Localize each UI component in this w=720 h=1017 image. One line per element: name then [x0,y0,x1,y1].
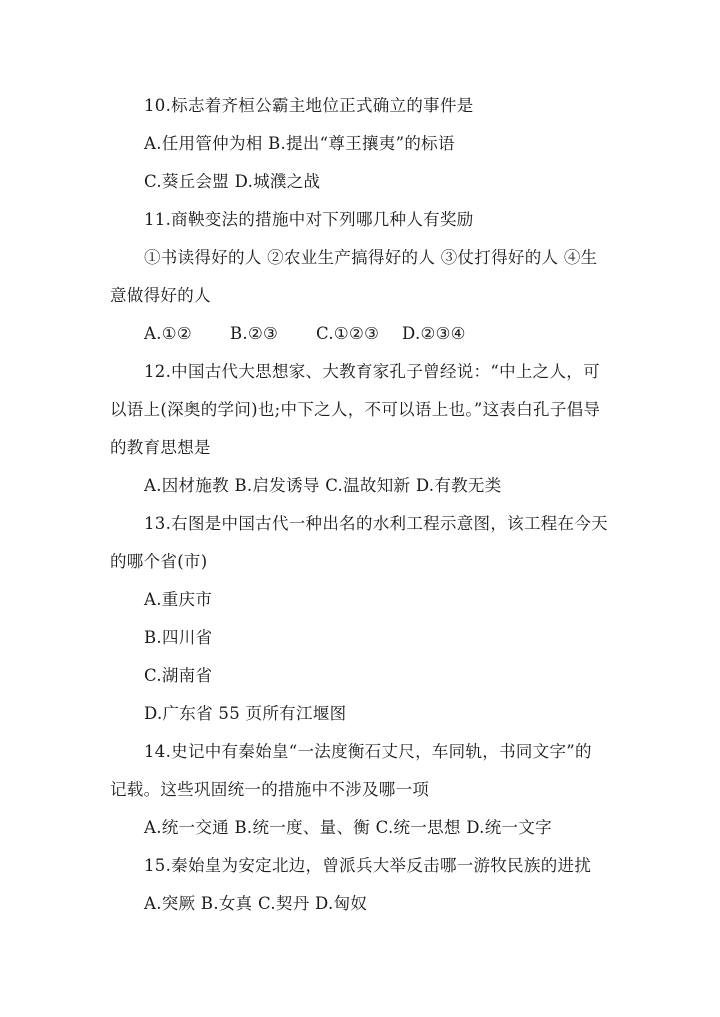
question-13-option-b: B.四川省 [144,628,213,647]
question-11-options [144,324,488,344]
question-13-option-d: D.广东省 55 页所有江堰图 [144,704,347,723]
question-11-stem: 11.商鞅变法的措施中对下列哪几种人有奖励 [144,210,474,229]
question-14-stem-line2: 记载。这些巩固统一的措施中不涉及哪一项 [110,780,430,799]
question-13-option-a: A.重庆市 [144,590,213,609]
question-13-stem: 13.右图是中国古代一种出名的水利工程示意图，该工程在今天 [144,514,608,533]
option-d: D.②③④ [402,324,466,343]
question-11-items-line1: ①书读得好的人 ②农业生产搞得好的人 ③仗打得好的人 ④生 [144,248,598,267]
question-11-items-line2: 意做得好的人 [110,286,211,305]
question-10-options-cd: C.葵丘会盟 D.城濮之战 [144,172,321,191]
question-10-stem: 10.标志着齐桓公霸主地位正式确立的事件是 [144,96,474,115]
question-15-stem: 15.秦始皇为安定北边，曾派兵大举反击哪一游牧民族的进扰 [144,856,592,875]
question-12-stem-line3: 的教育思想是 [110,438,211,457]
question-12-options: A.因材施教 B.启发诱导 C.温故知新 D.有教无类 [144,476,502,495]
option-c: C.①②③ [316,324,380,343]
option-a: A.①② [144,324,192,343]
question-13-stem-line2: 的哪个省(市) [110,552,208,571]
question-12-stem: 12.中国古代大思想家、大教育家孔子曾经说：“中上之人，可 [144,362,600,381]
question-12-stem-line2: 以语上(深奥的学问)也;中下之人，不可以语上也。”这表白孔子倡导 [110,400,601,419]
option-b: B.②③ [230,324,279,343]
question-10-options-ab: A.任用管仲为相 B.提出“尊王攘夷”的标语 [144,134,455,153]
question-15-options: A.突厥 B.女真 C.契丹 D.匈奴 [144,894,368,913]
question-13-option-c: C.湖南省 [144,666,213,685]
question-14-options: A.统一交通 B.统一度、量、衡 C.统一思想 D.统一文字 [144,818,552,837]
question-14-stem: 14.史记中有秦始皇“一法度衡石丈尺，车同轨，书同文字”的 [144,742,592,761]
